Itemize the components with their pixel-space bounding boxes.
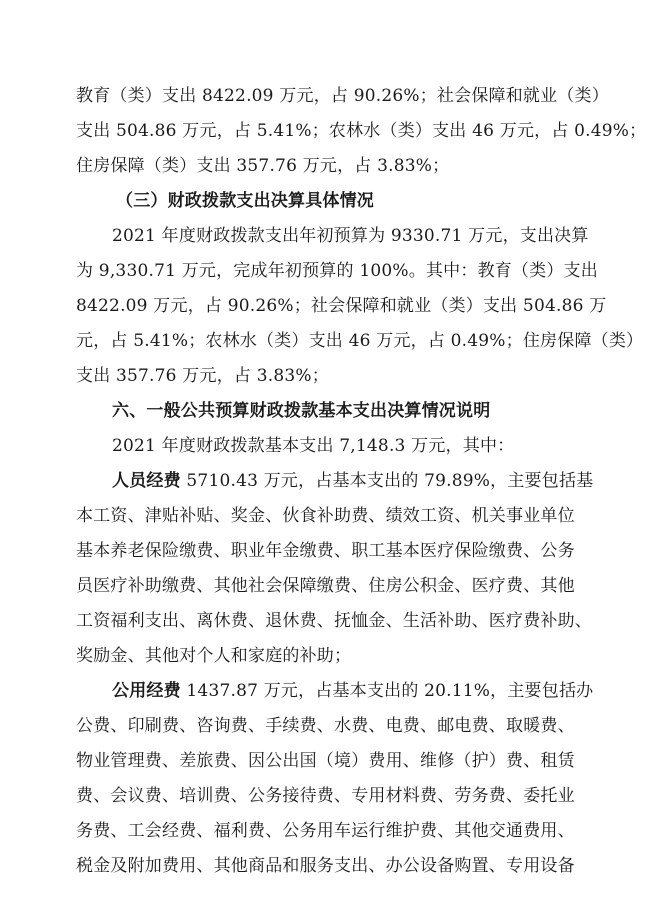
- text-line: 本工资、津贴补贴、奖金、伙食补助费、绩效工资、机关事业单位: [76, 506, 575, 526]
- public-label: 公用经费: [112, 681, 181, 701]
- text-line: 8422.09 万元，占 90.26%；社会保障和就业（类）支出 504.86 万: [76, 296, 607, 316]
- text-line: 教育（类）支出 8422.09 万元，占 90.26%；社会保障和就业（类）: [76, 86, 609, 106]
- text-line: 住房保障（类）支出 357.76 万元，占 3.83%；: [76, 156, 450, 176]
- text-line: 元，占 5.41%；农林水（类）支出 46 万元，占 0.49%；住房保障（类）: [76, 331, 644, 351]
- text-line: 员医疗补助缴费、其他社会保障缴费、住房公积金、医疗费、其他: [76, 576, 575, 596]
- personnel-first-line: [112, 471, 594, 491]
- text-line: 基本养老保险缴费、职业年金缴费、职工基本医疗保险缴费、公务: [76, 541, 575, 561]
- text-line: 为 9,330.71 万元，完成年初预算的 100%。其中：教育（类）支出: [76, 261, 598, 281]
- section-heading: （三）财政拨款支出决算具体情况: [116, 191, 374, 211]
- text-line: 公费、印刷费、咨询费、手续费、水费、电费、邮电费、取暖费、: [76, 716, 575, 736]
- text-line: 2021 年度财政拨款基本支出 7,148.3 万元，其中：: [112, 436, 515, 456]
- text-line: 奖励金、其他对个人和家庭的补助；: [76, 646, 352, 666]
- section-heading: 六、一般公共预算财政拨款基本支出决算情况说明: [112, 401, 491, 421]
- text-line: 物业管理费、差旅费、因公出国（境）费用、维修（护）费、租赁: [76, 751, 575, 771]
- public-first-line-text: 1437.87 万元，占基本支出的 20.11%，主要包括办: [180, 681, 594, 701]
- personnel-first-line-text: 5710.43 万元，占基本支出的 79.89%，主要包括基: [180, 471, 594, 491]
- text-line: 2021 年度财政拨款支出年初预算为 9330.71 万元，支出决算: [112, 226, 589, 246]
- text-line: 支出 504.86 万元，占 5.41%；农林水（类）支出 46 万元，占 0.49%；: [76, 121, 646, 141]
- public-first-line: [112, 681, 594, 701]
- text-line: 税金及附加费用、其他商品和服务支出、办公设备购置、专用设备: [76, 856, 575, 876]
- personnel-label: 人员经费: [112, 471, 181, 491]
- text-line: 务费、工会经费、福利费、公务用车运行维护费、其他交通费用、: [76, 821, 575, 841]
- text-line: 工资福利支出、离休费、退休费、抚恤金、生活补助、医疗费补助、: [76, 611, 592, 631]
- text-line: 支出 357.76 万元，占 3.83%；: [76, 366, 329, 386]
- text-line: 费、会议费、培训费、公务接待费、专用材料费、劳务费、委托业: [76, 786, 575, 806]
